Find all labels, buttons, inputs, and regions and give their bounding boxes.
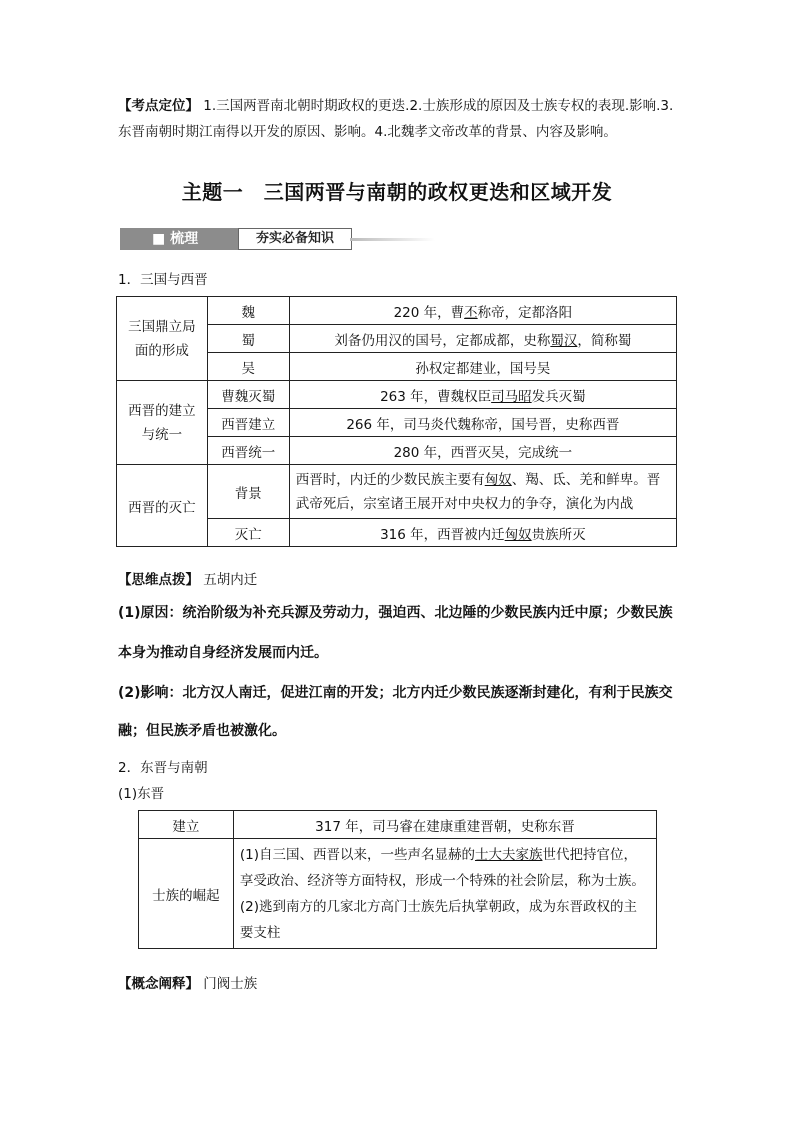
table-row bbox=[139, 811, 657, 839]
group-cell bbox=[117, 381, 208, 465]
row-value bbox=[289, 325, 676, 353]
banner-left: ■ 梳理 bbox=[120, 228, 240, 250]
value-underlined: 士大夫家族 bbox=[474, 846, 543, 863]
table-row bbox=[117, 297, 677, 325]
value-text: 贵族所灭 bbox=[531, 526, 586, 543]
row-key: 背景 bbox=[207, 465, 289, 519]
table-row bbox=[139, 839, 657, 949]
impact-line1: (2)影响：北方汉人南迁，促进江南的开发；北方内迁少数民族逐渐封建化，有利于民族交 bbox=[118, 685, 673, 701]
page-title: 主题一 三国两晋与南朝的政权更迭和区域开发 bbox=[181, 180, 613, 204]
row-key: 吴 bbox=[207, 353, 289, 381]
row-value: 孙权定都建业，国号吴 bbox=[289, 353, 676, 381]
three-kingdoms-table bbox=[116, 296, 677, 547]
impact-line2: 融；但民族矛盾也被激化。 bbox=[118, 723, 286, 739]
row-value bbox=[289, 465, 676, 519]
value-underlined: 匈奴 bbox=[504, 526, 532, 543]
value-text: ，简称蜀 bbox=[577, 332, 632, 349]
row-value bbox=[289, 297, 676, 325]
group-cell bbox=[117, 297, 208, 381]
value-text: 263 年，曹魏权臣 bbox=[380, 388, 492, 405]
eastern-jin-table bbox=[138, 810, 657, 949]
table-row bbox=[117, 465, 677, 519]
thinking-tip-topic: 五胡内迁 bbox=[203, 572, 258, 588]
row-key: 灭亡 bbox=[207, 519, 289, 547]
value-text: (1)自三国、西晋以来，一些声名显赫的 bbox=[239, 846, 475, 863]
value-underlined: 丕 bbox=[464, 304, 478, 321]
value-underlined: 匈奴 bbox=[484, 471, 512, 488]
row-key: 西晋统一 bbox=[207, 437, 289, 465]
value-text: 316 年，西晋被内迁 bbox=[380, 526, 505, 543]
exam-focus-text1: 1.三国两晋南北朝时期政权的更迭.2.士族形成的原因及士族专权的表现.影响.3. bbox=[203, 98, 674, 114]
group-name-line: 西晋的建立 bbox=[128, 402, 196, 419]
row-key: 曹魏灭蜀 bbox=[207, 381, 289, 409]
row-value bbox=[289, 519, 676, 547]
row-value: 317 年，司马睿在建康重建晋朝，史称东晋 bbox=[233, 811, 656, 839]
row-value bbox=[289, 381, 676, 409]
value-text: 220 年，曹 bbox=[393, 304, 465, 321]
section2-heading: 2．东晋与南朝 bbox=[118, 760, 208, 776]
reason-line1: (1)原因：统治阶级为补充兵源及劳动力，强迫西、北边陲的少数民族内迁中原；少数民族 bbox=[118, 605, 673, 621]
thinking-tip-label: 【思维点拨】 bbox=[118, 572, 199, 588]
section2-sub: (1)东晋 bbox=[118, 786, 165, 802]
group-name-line: 三国鼎立局 bbox=[128, 318, 196, 335]
row-value: 266 年，司马炎代魏称帝，国号晋，史称西晋 bbox=[289, 409, 676, 437]
concept-heading bbox=[118, 974, 257, 994]
row-value bbox=[233, 839, 656, 949]
value-text: (2)逃到南方的几家北方高门士族先后执掌朝政，成为东晋政权的主 bbox=[239, 898, 637, 915]
row-key: 蜀 bbox=[207, 325, 289, 353]
exam-focus-line1 bbox=[118, 96, 673, 116]
concept-label: 【概念阐释】 bbox=[118, 976, 199, 992]
reason-line2: 本身为推动自身经济发展而内迁。 bbox=[118, 645, 328, 661]
value-text: 享受政治、经济等方面特权，形成一个特殊的社会阶层，称为士族。 bbox=[239, 872, 645, 889]
value-text: 世代把持官位， bbox=[542, 846, 637, 863]
exam-focus-label: 【考点定位】 bbox=[118, 98, 199, 114]
thinking-tip-heading bbox=[118, 570, 257, 590]
table-row bbox=[117, 381, 677, 409]
value-text: 、羯、氐、羌和鲜卑。晋 bbox=[511, 471, 661, 488]
value-underlined: 蜀汉 bbox=[550, 332, 578, 349]
value-text: 要支柱 bbox=[239, 924, 281, 941]
section-banner bbox=[120, 228, 435, 250]
banner-right: 夯实必备知识 bbox=[238, 228, 352, 250]
group-name-line: 与统一 bbox=[141, 426, 183, 443]
exam-focus-line2: 东晋南朝时期江南得以开发的原因、影响。4.北魏孝文帝改革的背景、内容及影响。 bbox=[118, 124, 617, 140]
value-text: 西晋时，内迁的少数民族主要有 bbox=[295, 471, 485, 488]
row-key: 建立 bbox=[139, 811, 234, 839]
group-name-line: 面的形成 bbox=[134, 342, 189, 359]
banner-rule bbox=[350, 238, 435, 241]
value-text: 刘备仍用汉的国号，定都成都，史称 bbox=[334, 332, 551, 349]
value-text: 武帝死后，宗室诸王展开对中央权力的争夺，演化为内战 bbox=[295, 495, 634, 512]
section1-heading: 1．三国与西晋 bbox=[118, 272, 208, 288]
row-value: 280 年，西晋灭吴，完成统一 bbox=[289, 437, 676, 465]
value-text: 发兵灭蜀 bbox=[531, 388, 586, 405]
row-key: 魏 bbox=[207, 297, 289, 325]
row-key: 士族的崛起 bbox=[139, 839, 234, 949]
group-cell: 西晋的灭亡 bbox=[117, 465, 208, 547]
concept-topic: 门阀士族 bbox=[203, 976, 258, 992]
row-key: 西晋建立 bbox=[207, 409, 289, 437]
value-underlined: 司马昭 bbox=[491, 388, 532, 405]
value-text: 称帝，定都洛阳 bbox=[477, 304, 573, 321]
